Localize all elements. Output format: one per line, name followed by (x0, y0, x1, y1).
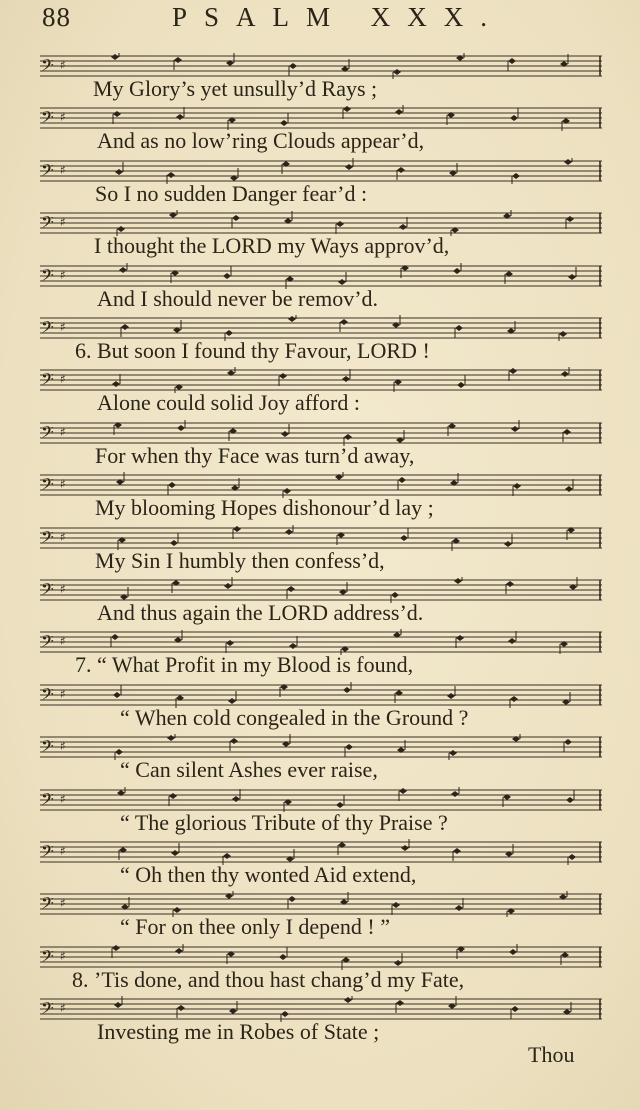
music-note (448, 996, 456, 1009)
page-number: 88 (42, 2, 71, 32)
music-note (288, 896, 296, 909)
music-note (452, 538, 460, 551)
music-note (229, 1001, 237, 1014)
key-signature: ♯ (60, 1001, 66, 1016)
music-note (394, 953, 402, 966)
key-signature: ♯ (60, 634, 66, 649)
key-signature: ♯ (60, 320, 66, 334)
music-note (561, 952, 569, 965)
lyric-line: I thought the LORD my Ways approv’d, (94, 233, 450, 259)
music-note (339, 582, 347, 595)
music-note (511, 1006, 519, 1019)
music-note (173, 320, 181, 333)
music-note (279, 947, 287, 960)
music-note (229, 428, 237, 441)
music-note (449, 163, 457, 176)
clef-symbol: 𝄢 (41, 317, 54, 341)
music-note (401, 839, 409, 851)
key-signature: ♯ (60, 948, 66, 963)
music-note (400, 528, 408, 541)
music-note (177, 420, 185, 431)
lyric-line: So I no sudden Danger fear’d : (95, 180, 368, 206)
music-note (447, 686, 455, 699)
key-signature: ♯ (60, 529, 66, 544)
music-note (174, 57, 182, 70)
music-note (119, 847, 127, 860)
music-system (0, 629, 640, 681)
music-note (512, 734, 520, 742)
music-note (282, 161, 290, 174)
music-note (510, 108, 518, 121)
lyric-line: “ When cold congealed in the Ground ? (120, 704, 469, 730)
key-signature: ♯ (60, 58, 66, 72)
music-note (453, 848, 461, 861)
clef-symbol: 𝄢 (41, 421, 54, 446)
music-system (0, 420, 640, 472)
music-note (340, 319, 348, 332)
music-note (177, 1005, 185, 1018)
music-system (0, 577, 640, 629)
key-signature: ♯ (60, 372, 66, 387)
clef-symbol: 𝄢 (41, 264, 54, 289)
music-note (280, 113, 288, 126)
music-note (566, 790, 574, 803)
clef-symbol: 𝄢 (41, 945, 54, 970)
lyric-line: 6. But soon I found thy Favour, LORD ! (75, 338, 430, 363)
lyric-line: And as no low’ring Clouds appear’d, (97, 128, 425, 154)
catchword: Thou (528, 1042, 575, 1067)
clef-symbol: 𝄢 (41, 631, 54, 656)
music-system (0, 210, 640, 262)
key-signature: ♯ (60, 477, 66, 492)
music-system (0, 996, 640, 1048)
music-note (395, 690, 403, 703)
music-system (0, 367, 640, 419)
music-note (224, 577, 232, 589)
music-note (455, 325, 463, 338)
clef-symbol: 𝄢 (41, 159, 54, 184)
music-system (0, 787, 640, 839)
music-note (171, 843, 179, 856)
clef-symbol: 𝄢 (41, 788, 54, 813)
music-system (0, 315, 640, 367)
key-signature: ♯ (60, 844, 66, 858)
music-note (564, 739, 572, 752)
music-note (568, 854, 576, 865)
lyric-line: 8. ’Tis done, and thou hast chang’d my Fate, (72, 966, 465, 992)
music-system (0, 525, 640, 577)
lyric-line: 7. “ What Profit in my Blood is found, (75, 652, 414, 678)
music-note (564, 158, 572, 165)
music-note (456, 53, 464, 61)
lyric-line: Investing me in Robes of State ; (97, 1019, 380, 1045)
music-note (225, 891, 233, 899)
music-note (114, 996, 122, 1008)
music-note (168, 482, 176, 495)
lyric-line: My Sin I humbly then confess’d, (95, 547, 385, 573)
music-note (504, 534, 512, 547)
music-note (230, 168, 238, 181)
music-note (167, 734, 175, 741)
music-note (113, 685, 121, 698)
music-note (568, 267, 576, 280)
clef-symbol: 𝄢 (41, 369, 54, 394)
music-note (170, 533, 178, 546)
music-note (115, 162, 123, 175)
music-note (116, 472, 124, 485)
music-note (169, 210, 177, 218)
music-note (512, 173, 520, 184)
music-note (288, 315, 296, 322)
music-note (453, 263, 461, 274)
music-note (338, 272, 346, 285)
music-note (505, 844, 513, 857)
music-note (232, 215, 240, 228)
music-note (289, 63, 297, 76)
music-note (343, 682, 351, 693)
music-note (396, 430, 404, 443)
music-note (172, 580, 180, 593)
key-signature: ♯ (60, 267, 66, 282)
key-signature: ♯ (60, 686, 66, 701)
music-note (344, 996, 352, 1003)
music-note (226, 53, 234, 66)
music-system (0, 944, 640, 996)
key-signature: ♯ (60, 162, 66, 177)
music-note (111, 53, 119, 60)
lyric-line: And thus again the LORD address’d. (97, 600, 424, 625)
music-note (397, 167, 405, 180)
music-system (0, 263, 640, 315)
music-note (396, 1000, 404, 1013)
music-note (336, 795, 344, 808)
clef-symbol: 𝄢 (41, 107, 54, 132)
lyric-line: “ Oh then thy wonted Aid extend, (120, 862, 417, 887)
key-signature: ♯ (60, 424, 66, 439)
clef-symbol: 𝄢 (41, 683, 54, 708)
music-note (121, 324, 129, 337)
music-note (345, 744, 353, 757)
clef-symbol: 𝄢 (41, 55, 54, 79)
music-note (509, 944, 517, 955)
clef-symbol: 𝄢 (41, 526, 54, 551)
music-system (0, 734, 640, 786)
lyric-line: “ For on thee only I depend ! ” (120, 914, 391, 940)
music-note (510, 696, 518, 708)
music-note (281, 424, 289, 437)
music-note (228, 691, 236, 704)
music-note (511, 420, 519, 432)
music-note (230, 738, 238, 751)
music-note (223, 266, 231, 279)
music-note (286, 849, 294, 862)
music-note (454, 577, 462, 584)
key-signature: ♯ (60, 110, 66, 125)
lyric-line: And I should never be remov’d. (97, 285, 379, 311)
clef-symbol: 𝄢 (41, 579, 54, 603)
lyric-line: My Glory’s yet unsully’d Rays ; (93, 76, 378, 101)
music-note (338, 842, 346, 855)
music-note (398, 477, 406, 490)
key-signature: ♯ (60, 215, 66, 230)
music-system (0, 891, 640, 943)
music-system (0, 105, 640, 157)
key-signature: ♯ (60, 791, 66, 806)
lyric-line: “ The glorious Tribute of thy Praise ? (120, 809, 448, 835)
music-note (508, 58, 516, 71)
clef-symbol: 𝄢 (41, 893, 54, 918)
key-signature: ♯ (60, 582, 66, 596)
lyric-line: For when thy Face was turn’d away, (95, 442, 415, 468)
music-note (562, 118, 570, 131)
music-system (0, 53, 640, 105)
music-note (335, 472, 343, 480)
clef-symbol: 𝄢 (41, 841, 54, 865)
clef-symbol: 𝄢 (41, 474, 54, 499)
music-note (506, 581, 514, 594)
music-system (0, 158, 640, 210)
running-title: PSALM XXX. (172, 2, 505, 32)
music-system (0, 839, 640, 891)
music-note (287, 586, 295, 599)
music-note (563, 429, 571, 442)
music-note (392, 315, 400, 328)
music-note (120, 587, 128, 600)
lyric-line: “ Can silent Ashes ever raise, (120, 757, 378, 783)
music-note (457, 375, 465, 388)
music-note (562, 692, 570, 705)
music-note (282, 734, 290, 747)
music-note (505, 271, 513, 284)
music-note (448, 423, 456, 436)
key-signature: ♯ (60, 739, 66, 754)
music-note (345, 158, 353, 170)
lyric-line: My blooming Hopes dishonour’d lay ; (95, 495, 434, 521)
clef-symbol: 𝄢 (41, 998, 54, 1023)
key-signature: ♯ (60, 896, 66, 911)
music-note (569, 577, 577, 590)
clef-symbol: 𝄢 (41, 212, 54, 237)
lyric-line: Alone could solid Joy afford : (97, 390, 360, 416)
music-system (0, 682, 640, 734)
music-note (111, 634, 119, 647)
music-system (0, 472, 640, 524)
clef-symbol: 𝄢 (41, 736, 54, 761)
